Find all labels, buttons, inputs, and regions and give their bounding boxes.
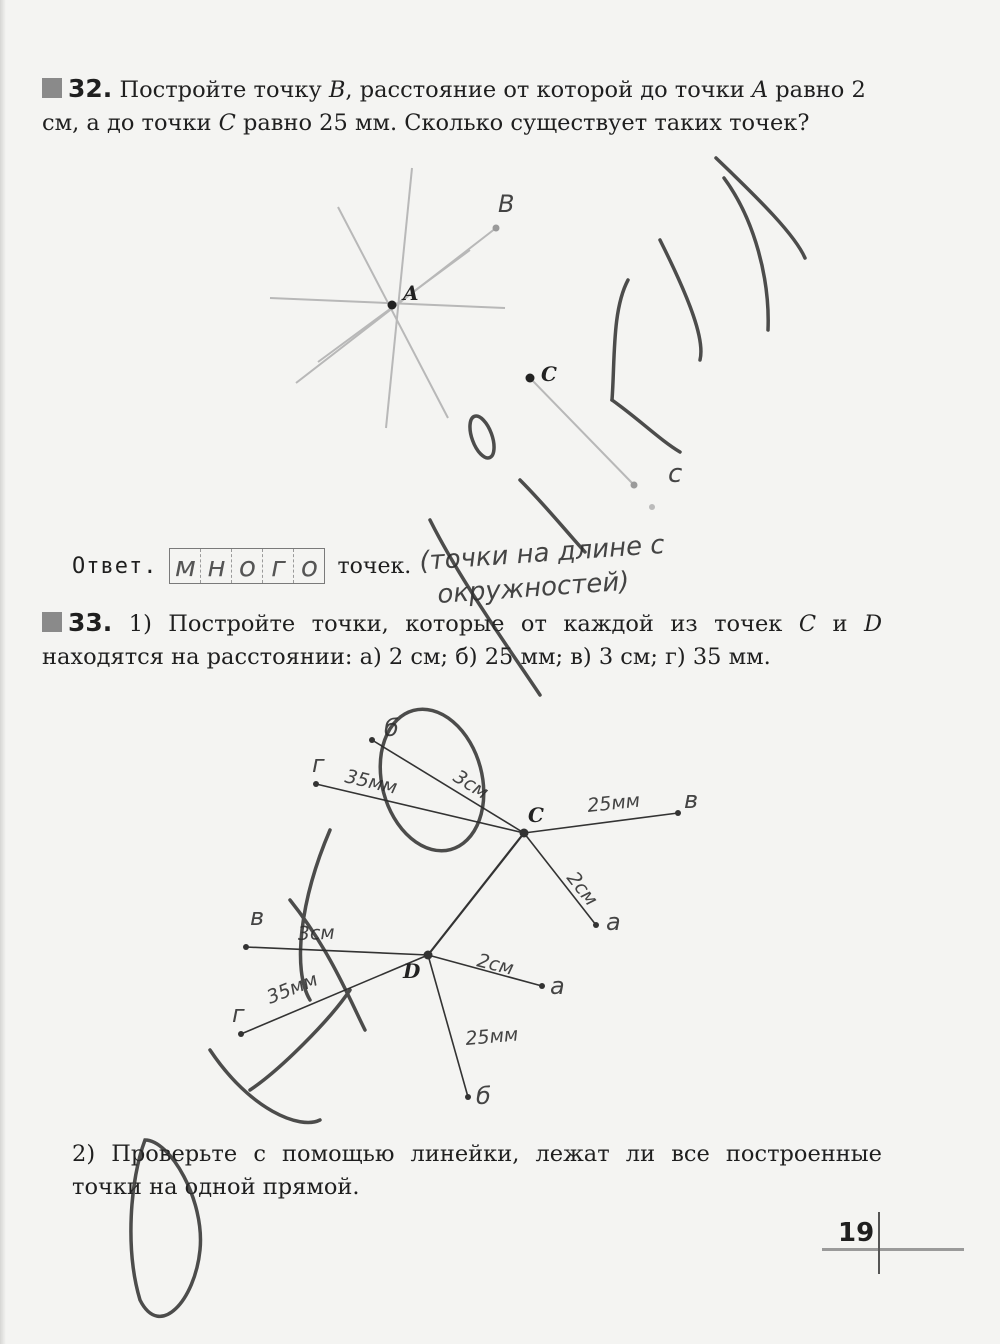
task32-construction <box>270 168 634 485</box>
answer-cell: м <box>170 549 201 583</box>
svg-text:(точки на длине с: (точки на длине с <box>418 529 666 577</box>
svg-text:а: а <box>550 972 565 1000</box>
distance-labels <box>264 765 641 1050</box>
task-32-text: 32. Постройте точку B, расстояние от которой до точки A равно 2 см, а до точки C равно 25 мм. Сколько существует таких точек? <box>42 74 866 136</box>
svg-text:а: а <box>606 908 621 936</box>
answer-label: Ответ. <box>72 553 158 579</box>
svg-text:в: в <box>684 786 699 814</box>
answer-note <box>418 530 665 610</box>
label-C: C <box>541 362 557 386</box>
label-A: A <box>403 281 419 305</box>
svg-text:3см: 3см <box>297 921 336 945</box>
task-33-part2: 2) Проверьте с помощью линейки, лежат ли все построенные точки на одной прямой. <box>72 1141 882 1200</box>
hand-label-B: B <box>498 190 515 218</box>
answer-cell: о <box>232 549 263 583</box>
svg-text:г: г <box>232 1000 245 1028</box>
svg-text:2см: 2см <box>562 867 603 911</box>
hand-label-c: c <box>668 459 683 489</box>
label-D-33: D <box>403 959 421 983</box>
answer-cell: о <box>300 549 319 583</box>
svg-text:г: г <box>312 750 325 778</box>
svg-text:в: в <box>250 903 265 931</box>
answer-suffix: точек. <box>337 553 412 579</box>
svg-text:35мм: 35мм <box>342 765 400 799</box>
label-C-33: C <box>528 803 544 827</box>
svg-text:окружностей): окружностей) <box>436 566 631 610</box>
task-number: 32. <box>68 74 113 103</box>
svg-text:б: б <box>476 1082 491 1110</box>
svg-text:25мм: 25мм <box>586 789 642 817</box>
task-33-text: 33. 1) Постройте точки, которые от каждой из точек C и D находятся на расстоянии: а) 2 см; б) 25 мм; в) 3 см; г) 35 мм. <box>42 608 882 670</box>
point-B <box>493 225 500 232</box>
task-number: 33. <box>68 608 113 637</box>
svg-text:35мм: 35мм <box>263 968 321 1009</box>
answer-cell: г <box>263 549 294 583</box>
point-C2 <box>631 482 638 489</box>
point-C <box>526 374 535 383</box>
svg-text:б: б <box>384 714 399 742</box>
point-A <box>388 301 397 310</box>
svg-text:3см: 3см <box>449 765 493 804</box>
svg-text:2см: 2см <box>474 949 516 980</box>
answer-cell: н <box>201 549 232 583</box>
svg-text:25мм: 25мм <box>464 1023 520 1050</box>
page-number: 19 <box>838 1218 875 1248</box>
overlay-scribble <box>131 158 805 1316</box>
